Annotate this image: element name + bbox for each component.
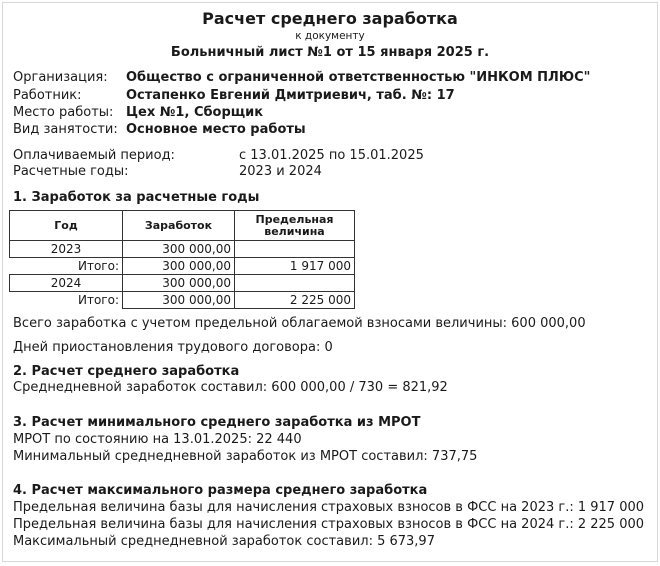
- year-cell: 2024: [10, 275, 123, 292]
- report-page: [2, 2, 658, 562]
- earnings-table: [9, 210, 355, 309]
- employee-value: Остапенко Евгений Дмитриевич, таб. №: 17: [126, 88, 455, 103]
- fss-limit-2023-text: Предельная величина базы для начисления страховых взносов в ФСС на 2023 г.: 1 917 000: [13, 500, 645, 515]
- table-total-row: [10, 258, 355, 275]
- earnings-cell: 300 000,00: [123, 241, 235, 258]
- workplace-label: Место работы:: [13, 105, 114, 120]
- calc-years-label: Расчетные годы:: [13, 164, 129, 179]
- fss-limit-2024-text: Предельная величина базы для начисления страховых взносов в ФСС на 2024 г.: 2 225 000: [13, 517, 645, 532]
- year-cell: 2023: [10, 241, 123, 258]
- limit-cell: [235, 275, 355, 292]
- employment-type-value: Основное место работы: [126, 122, 306, 137]
- column-year: Год: [10, 211, 123, 241]
- total-earnings-text: Всего заработка с учетом предельной облагаемой взносами величины: 600 000,00: [13, 316, 586, 331]
- organization-value: Общество с ограниченной ответственностью "ИНКОМ ПЛЮС": [126, 70, 591, 85]
- employment-type-label: Вид занятости:: [13, 122, 118, 137]
- total-earnings-cell: 300 000,00: [123, 258, 235, 275]
- suspension-days-text: Дней приостановления трудового договора: 0: [13, 340, 333, 355]
- column-limit: Предельная величина: [235, 211, 355, 241]
- calc-years-value: 2023 и 2024: [239, 164, 322, 179]
- mrot-text: МРОТ по состоянию на 13.01.2025: 22 440: [13, 432, 302, 447]
- table-total-row: [10, 292, 355, 309]
- section-3-heading: 3. Расчет минимального среднего заработка из МРОТ: [13, 415, 421, 430]
- earnings-cell: 300 000,00: [123, 275, 235, 292]
- report-subtitle: к документу: [295, 30, 365, 42]
- workplace-value: Цех №1, Сборщик: [126, 105, 264, 120]
- section-2-heading: 2. Расчет среднего заработка: [13, 364, 240, 379]
- section-1-heading: 1. Заработок за расчетные годы: [13, 190, 260, 205]
- min-daily-earnings-text: Минимальный среднедневной заработок из МРОТ составил: 737,75: [13, 449, 478, 464]
- total-label: Итого:: [78, 259, 119, 273]
- total-label: Итого:: [78, 293, 119, 308]
- total-limit-cell: 2 225 000: [235, 292, 355, 309]
- section-4-heading: 4. Расчет максимального размера среднего заработка: [13, 483, 428, 498]
- document-reference: Больничный лист №1 от 15 января 2025 г.: [170, 45, 490, 60]
- limit-cell: [235, 241, 355, 258]
- report-title: Расчет среднего заработка: [202, 9, 458, 28]
- paid-period-label: Оплачиваемый период:: [13, 148, 175, 163]
- table-row: [10, 275, 355, 292]
- max-daily-earnings-text: Максимальный среднедневной заработок составил: 5 673,97: [13, 534, 435, 549]
- paid-period-value: с 13.01.2025 по 15.01.2025: [239, 148, 424, 163]
- table-header-row: [10, 211, 355, 241]
- total-earnings-cell: 300 000,00: [123, 292, 235, 309]
- table-row: [10, 241, 355, 258]
- average-daily-earnings-text: Среднедневной заработок составил: 600 000,00 / 730 = 821,92: [13, 380, 448, 395]
- column-earnings: Заработок: [123, 211, 235, 241]
- organization-label: Организация:: [13, 70, 108, 85]
- total-limit-cell: 1 917 000: [235, 258, 355, 275]
- employee-label: Работник:: [13, 88, 82, 103]
